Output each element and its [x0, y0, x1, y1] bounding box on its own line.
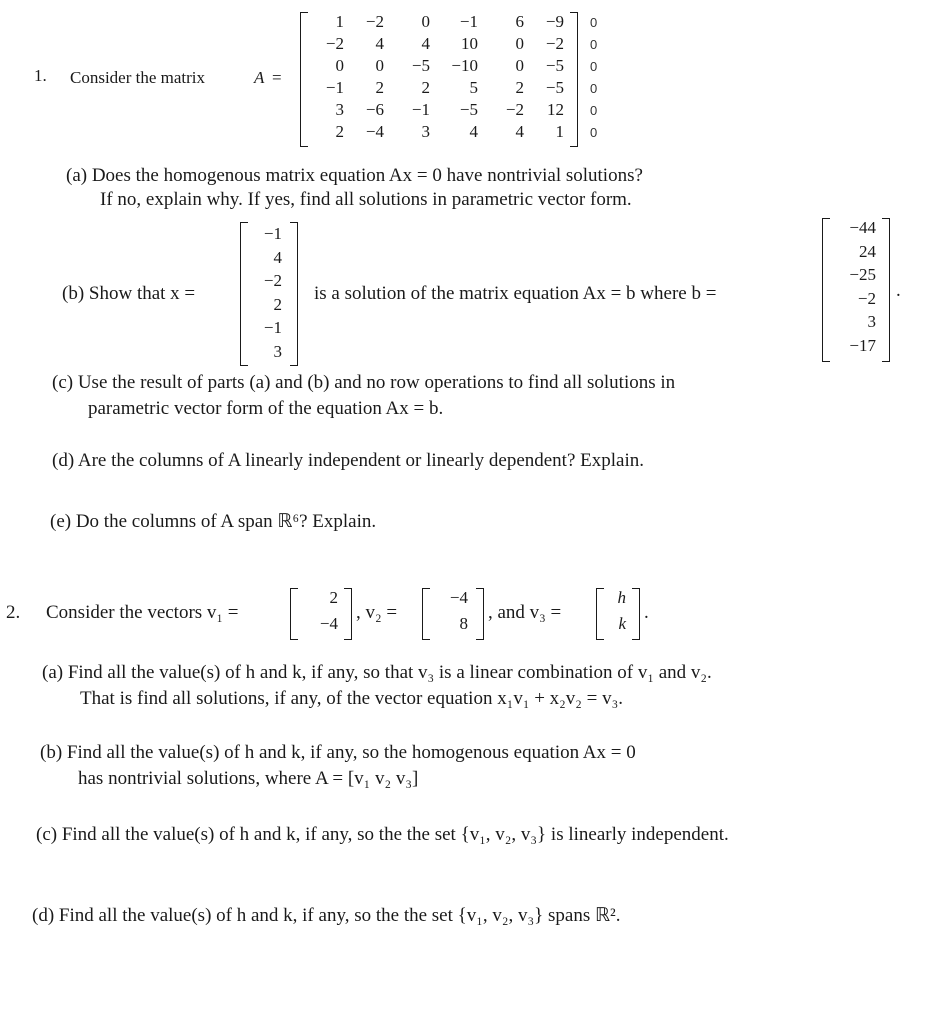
v3-left-bracket	[596, 588, 604, 640]
matrix-a-entry: 2	[335, 122, 344, 141]
matrix-a-entry: 3	[335, 100, 344, 119]
v1-entry: −4	[319, 614, 338, 633]
augment-entry: 0	[590, 59, 598, 74]
matrix-a-entry: 2	[421, 78, 430, 97]
v2-entry: 8	[459, 614, 468, 633]
matrix-a-entry: 2	[515, 78, 524, 97]
augment-entry: 0	[590, 125, 598, 140]
matrix-a-entry: −5	[545, 56, 564, 75]
v3-label: , and v₃ =	[488, 602, 562, 623]
vector-b-left-bracket	[822, 218, 830, 362]
matrix-a-entry: 4	[515, 122, 524, 141]
q2-part-b-line2: has nontrivial solutions, where A = [v₁ v₂ v₃]	[78, 768, 419, 789]
matrix-a-entry: 0	[515, 34, 524, 53]
vector-b-entry: −25	[849, 265, 876, 284]
v2-entry: −4	[449, 588, 468, 607]
vector-b-entry: −44	[849, 218, 876, 237]
vector-b-right-bracket	[882, 218, 890, 362]
matrix-a-entry: 3	[421, 122, 430, 141]
matrix-a-entry: −1	[411, 100, 430, 119]
matrix-a-entry: −1	[459, 12, 478, 31]
matrix-a-entry: −1	[325, 78, 344, 97]
matrix-a-entry: 1	[555, 122, 564, 141]
augment-entry: 0	[590, 81, 598, 96]
matrix-a-entry: −2	[545, 34, 564, 53]
q1-part-b-middle: is a solution of the matrix equation Ax = b where b =	[314, 283, 717, 304]
matrix-a-entry: 0	[335, 56, 344, 75]
matrix-a-entry: 10	[461, 34, 478, 53]
matrix-a-entry: 4	[375, 34, 384, 53]
matrix-a-entry: 4	[421, 34, 430, 53]
v1-left-bracket	[290, 588, 298, 640]
q2-part-a-line1: (a) Find all the value(s) of h and k, if any, so that v₃ is a linear combination of v₁ and v₂.	[42, 662, 712, 683]
vector-b-entry: −2	[857, 288, 876, 308]
matrix-a-entry: 1	[335, 12, 344, 31]
v3-entry: k	[618, 614, 626, 633]
question-1-intro: Consider the matrix	[70, 68, 206, 87]
matrix-a-entry: −2	[505, 100, 524, 119]
matrix-a-entry: 0	[421, 12, 430, 31]
augment-entry: 0	[590, 15, 598, 30]
vector-b-entry: 3	[867, 312, 876, 331]
matrix-name: A	[254, 68, 265, 87]
matrix-a-entry: 6	[515, 12, 524, 31]
matrix-a-entry: −5	[459, 100, 478, 119]
matrix-a-entry: −4	[365, 122, 384, 141]
q1-part-e: (e) Do the columns of A span ℝ⁶? Explain.	[50, 511, 377, 532]
v2-label: , v₂ =	[356, 602, 398, 623]
matrix-a-entry: −9	[545, 12, 564, 31]
q1-part-a-line1: (a) Does the homogenous matrix equation Ax = 0 have nontrivial solutions?	[66, 165, 643, 186]
matrix-a-right-bracket	[570, 12, 578, 147]
matrix-a-entry: −2	[325, 34, 344, 53]
matrix-a-entry: 2	[375, 78, 384, 97]
question-2-intro: Consider the vectors v₁ =	[46, 602, 239, 623]
vector-x-left-bracket	[240, 222, 248, 366]
matrix-a-entry: 4	[469, 122, 478, 141]
augment-entry: 0	[590, 37, 598, 52]
vector-x-entry: −1	[263, 318, 282, 337]
v2-left-bracket	[422, 588, 430, 640]
matrix-a-entry: −5	[411, 56, 430, 75]
v1-right-bracket	[344, 588, 352, 640]
vector-x-right-bracket	[290, 222, 298, 366]
q1-part-b-prefix: (b) Show that x =	[62, 283, 196, 304]
vector-x-entry: −2	[263, 271, 282, 290]
augment-entry: 0	[590, 103, 598, 118]
v3-right-bracket	[632, 588, 640, 640]
q1-part-b-end: .	[896, 280, 901, 301]
matrix-a-entry: 12	[547, 100, 564, 119]
q1-part-a-line2: If no, explain why. If yes, find all solutions in parametric vector form.	[100, 189, 632, 210]
v1-entry: 2	[329, 588, 338, 607]
question-2-number: 2.	[6, 602, 21, 623]
equals-sign: =	[272, 68, 282, 87]
v2-right-bracket	[476, 588, 484, 640]
q2-part-b-line1: (b) Find all the value(s) of h and k, if any, so the homogenous equation Ax = 0	[40, 742, 636, 763]
q1-part-c-line2: parametric vector form of the equation Ax = b.	[88, 398, 444, 419]
q2-part-a-line2: That is find all solutions, if any, of the vector equation x₁v₁ + x₂v₂ = v₃.	[80, 688, 624, 709]
matrix-a-entry: −6	[365, 100, 384, 119]
matrix-a-entry: −5	[545, 78, 564, 97]
matrix-a-entry: 0	[515, 56, 524, 75]
vector-x-entry: −1	[263, 224, 282, 243]
q1-part-c-line1: (c) Use the result of parts (a) and (b) and no row operations to find all solutions in	[52, 372, 676, 393]
q2-part-c: (c) Find all the value(s) of h and k, if any, so the the set {v₁, v₂, v₃} is linearly independent.	[36, 824, 729, 845]
vector-b-entry: 24	[859, 241, 876, 261]
matrix-a-entry: −10	[451, 56, 478, 75]
matrix-a-entry: −2	[365, 12, 384, 31]
question-1-number: 1.	[34, 66, 47, 85]
vector-x-entry: 2	[273, 294, 282, 314]
q2-intro-end: .	[644, 602, 649, 623]
matrix-a-entry: 0	[375, 56, 384, 75]
q2-part-d: (d) Find all the value(s) of h and k, if any, so the the set {v₁, v₂, v₃} spans ℝ².	[32, 905, 621, 926]
v3-entry: h	[617, 588, 626, 607]
vector-x-entry: 3	[273, 341, 282, 361]
vector-x-entry: 4	[273, 247, 282, 267]
q1-part-d: (d) Are the columns of A linearly independent or linearly dependent? Explain.	[52, 450, 644, 471]
vector-b-entry: −17	[849, 335, 876, 355]
matrix-a-entry: 5	[469, 78, 478, 97]
